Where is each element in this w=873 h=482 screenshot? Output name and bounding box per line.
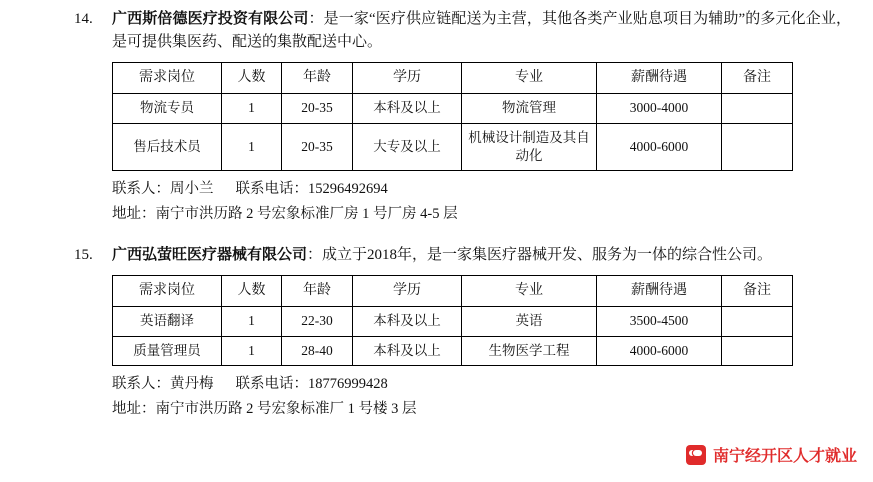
entry-heading xyxy=(0,8,873,55)
phone-number: 15296492694 xyxy=(308,181,388,198)
cell-age: 20-35 xyxy=(282,123,353,170)
column-header-education: 学历 xyxy=(353,275,462,307)
cell-major: 英语 xyxy=(462,307,597,336)
contact-row xyxy=(112,177,873,202)
company-name: 广西斯倍德医疗投资有限公司 xyxy=(112,11,309,27)
column-header-note: 备注 xyxy=(722,275,793,307)
column-header-count: 人数 xyxy=(222,62,282,94)
cell-post: 售后技术员 xyxy=(113,123,222,170)
column-header-post: 需求岗位 xyxy=(113,275,222,307)
entry-number: 14. xyxy=(74,11,93,27)
section-spacer xyxy=(0,226,873,244)
cell-education: 本科及以上 xyxy=(353,94,462,123)
company-name: 广西弘萤旺医疗器械有限公司 xyxy=(112,247,308,264)
column-header-age: 年龄 xyxy=(282,275,353,307)
column-header-salary: 薪酬待遇 xyxy=(597,275,722,307)
address-value: 南宁市洪历路 2 号宏象标准厂 1 号楼 3 层 xyxy=(155,400,417,417)
cell-education: 本科及以上 xyxy=(353,336,462,365)
cell-note xyxy=(722,123,793,170)
table-row xyxy=(113,336,793,365)
cell-major: 生物医学工程 xyxy=(462,336,597,365)
column-header-major: 专业 xyxy=(462,62,597,94)
contact-block xyxy=(112,177,873,226)
contact-label: 联系人： xyxy=(112,181,170,198)
company-description: ：是一家“医疗供应链配送为主营，其他各类产业贴息项目为辅助”的多元化企业，是可提供集医药、配送的集散配送中心。 xyxy=(112,11,851,51)
cell-major: 机械设计制造及其自动化 xyxy=(462,123,597,170)
column-header-note: 备注 xyxy=(722,62,793,94)
entry-heading xyxy=(0,244,873,267)
cell-salary: 3000-4000 xyxy=(597,94,722,123)
company-description: ：成立于2018年，是一家集医疗器械开发、服务为一体的综合性公司。 xyxy=(307,247,773,264)
cell-age: 22-30 xyxy=(282,307,353,336)
cell-age: 28-40 xyxy=(282,336,353,365)
phone-label: 联系电话： xyxy=(235,375,308,392)
cell-note xyxy=(722,336,793,365)
cell-major: 物流管理 xyxy=(462,94,597,123)
job-table xyxy=(112,275,793,366)
cell-post: 英语翻译 xyxy=(113,307,222,336)
contact-name: 周小兰 xyxy=(170,181,214,198)
entry-number: 15. xyxy=(74,247,93,264)
table-header-row xyxy=(113,62,793,94)
contact-label: 联系人： xyxy=(112,375,170,392)
table-row xyxy=(113,94,793,123)
watermark-text: 南宁经开区人才就业 xyxy=(712,448,857,465)
cell-post: 质量管理员 xyxy=(113,336,222,365)
contact-block xyxy=(112,372,873,421)
column-header-post: 需求岗位 xyxy=(113,62,222,94)
column-header-education: 学历 xyxy=(353,62,462,94)
contact-name: 黄丹梅 xyxy=(170,375,214,392)
watermark xyxy=(686,443,857,466)
cell-education: 本科及以上 xyxy=(353,307,462,336)
phone-number: 18776999428 xyxy=(308,375,388,392)
job-entry-14 xyxy=(0,8,873,226)
entry-paragraph xyxy=(112,8,851,55)
entry-paragraph xyxy=(112,244,772,267)
column-header-age: 年龄 xyxy=(282,62,353,94)
cell-count: 1 xyxy=(222,94,282,123)
cell-age: 20-35 xyxy=(282,94,353,123)
contact-row xyxy=(112,372,873,397)
cell-education: 大专及以上 xyxy=(353,123,462,170)
phone-label: 联系电话： xyxy=(235,181,308,198)
table-row xyxy=(113,123,793,170)
address-row xyxy=(112,397,873,422)
cell-count: 1 xyxy=(222,307,282,336)
column-header-count: 人数 xyxy=(222,275,282,307)
column-header-salary: 薪酬待遇 xyxy=(597,62,722,94)
table-header-row xyxy=(113,275,793,307)
wechat-icon xyxy=(686,445,706,465)
cell-count: 1 xyxy=(222,336,282,365)
cell-count: 1 xyxy=(222,123,282,170)
cell-note xyxy=(722,94,793,123)
cell-salary: 4000-6000 xyxy=(597,123,722,170)
column-header-major: 专业 xyxy=(462,275,597,307)
cell-salary: 3500-4500 xyxy=(597,307,722,336)
address-value: 南宁市洪历路 2 号宏象标准厂房 1 号厂房 4-5 层 xyxy=(155,205,458,222)
cell-note xyxy=(722,307,793,336)
job-entry-15 xyxy=(0,244,873,421)
job-table xyxy=(112,62,793,172)
table-row xyxy=(113,307,793,336)
cell-post: 物流专员 xyxy=(113,94,222,123)
address-label: 地址： xyxy=(112,400,156,417)
cell-salary: 4000-6000 xyxy=(597,336,722,365)
address-label: 地址： xyxy=(112,205,156,222)
address-row xyxy=(112,202,873,227)
